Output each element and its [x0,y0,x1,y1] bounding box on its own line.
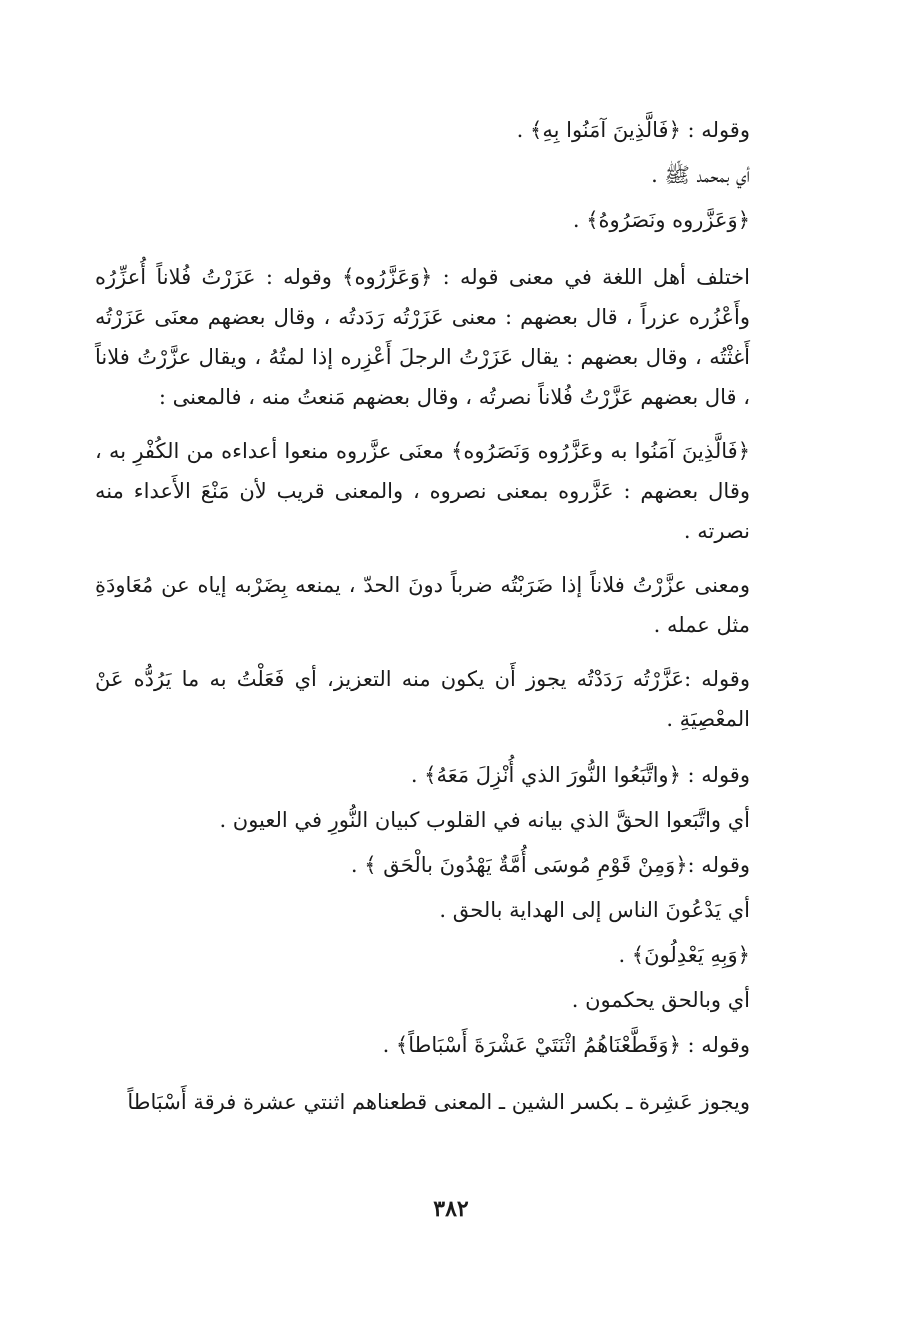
text-line: وقوله :﴿وَمِنْ قَوْمِ مُوسَى أُمَّةٌ يَهْدُونَ بالْحَق ﴾ . [350,853,750,877]
text-line: وقوله : ﴿واتَّبَعُوا النُّورَ الذي أُنْزِلَ مَعَهُ﴾ . [410,763,750,787]
paragraph: ويجوز عَشِرة ـ بكسر الشين ـ المعنى قطعناهم اثنتي عشرة فرقة أَسْبَاطاً [127,1090,750,1114]
text-line: ﴿وَبِهِ يَعْدِلُونَ﴾ . [618,943,750,967]
paragraph: وقوله :عَزَّرْتُه رَدَدْتُه يجوز أَن يكون منه التعزيز، أي فَعَلْتُ به ما يَرُدُّه عَنْ المعْصِيَةِ . [95,667,750,731]
page-body [95,108,750,1122]
text-line: وقوله : ﴿فَالَّذِينَ آمَنُوا بِهِ﴾ . [516,118,750,142]
text-line: أي واتَّبَعوا الحقَّ الذي بيانه في القلوب كبيان النُّورِ في العيون . [219,808,750,832]
text-line: أي بمحمد ﷺ . [651,163,750,187]
text-line: أي يَدْعُونَ الناس إلى الهداية بالحق . [439,898,750,922]
text-line: أي وبالحق يحكمون . [571,988,750,1012]
paragraph: ومعنى عزَّرْتُ فلاناً إذا ضَرَبْتُه ضرباً دونَ الحدّ ، يمنعه بِضَرْبه إياه عن مُعَاودَةِ مثل عمله . [95,573,750,637]
paragraph: اختلف أهل اللغة في معنى قوله : ﴿وَعَزَّرُوه﴾ وقوله : عَزَرْتُ فُلاناً أُعزِّرُه وأَعْزُره عزراً ، قال بعضهم : معنى عَزَرْتُه رَدَدتُه ، وقال بعضهم معنَى عَزَرْتُه أَغثْتُه ، وقال بعضهم : يقال عَزَرْتُ الرجلَ أَعْزِره إذا لمتُهُ ، ويقال عزَّرْتُ فلاناً ، قال بعضهم عَزَّرْتُ فُلاناً نصرتُه ، وقال بعضهم مَنعتُ منه ، فالمعنى : [95,265,750,409]
text-line: وقوله : ﴿وَقَطَّعْنَاهُمُ اثْنَتَيْ عَشْرَةَ أَسْبَاطاً﴾ . [382,1033,750,1057]
paragraph: ﴿فَالَّذِينَ آمَنُوا به وعَزَّرُوه وَنَصَرُوه﴾ معنَى عزَّروه منعوا أعداءه من الكُفْرِ به ، وقال بعضهم : عَزَّروه بمعنى نصروه ، والمعنى قريب لأن مَنْعَ الأَعداء منه نصرته . [95,439,750,543]
page-number: ٣٨٢ [433,1196,469,1222]
text-line: ﴿وَعَزَّروه ونَصَرُوهُ﴾ . [572,208,750,232]
